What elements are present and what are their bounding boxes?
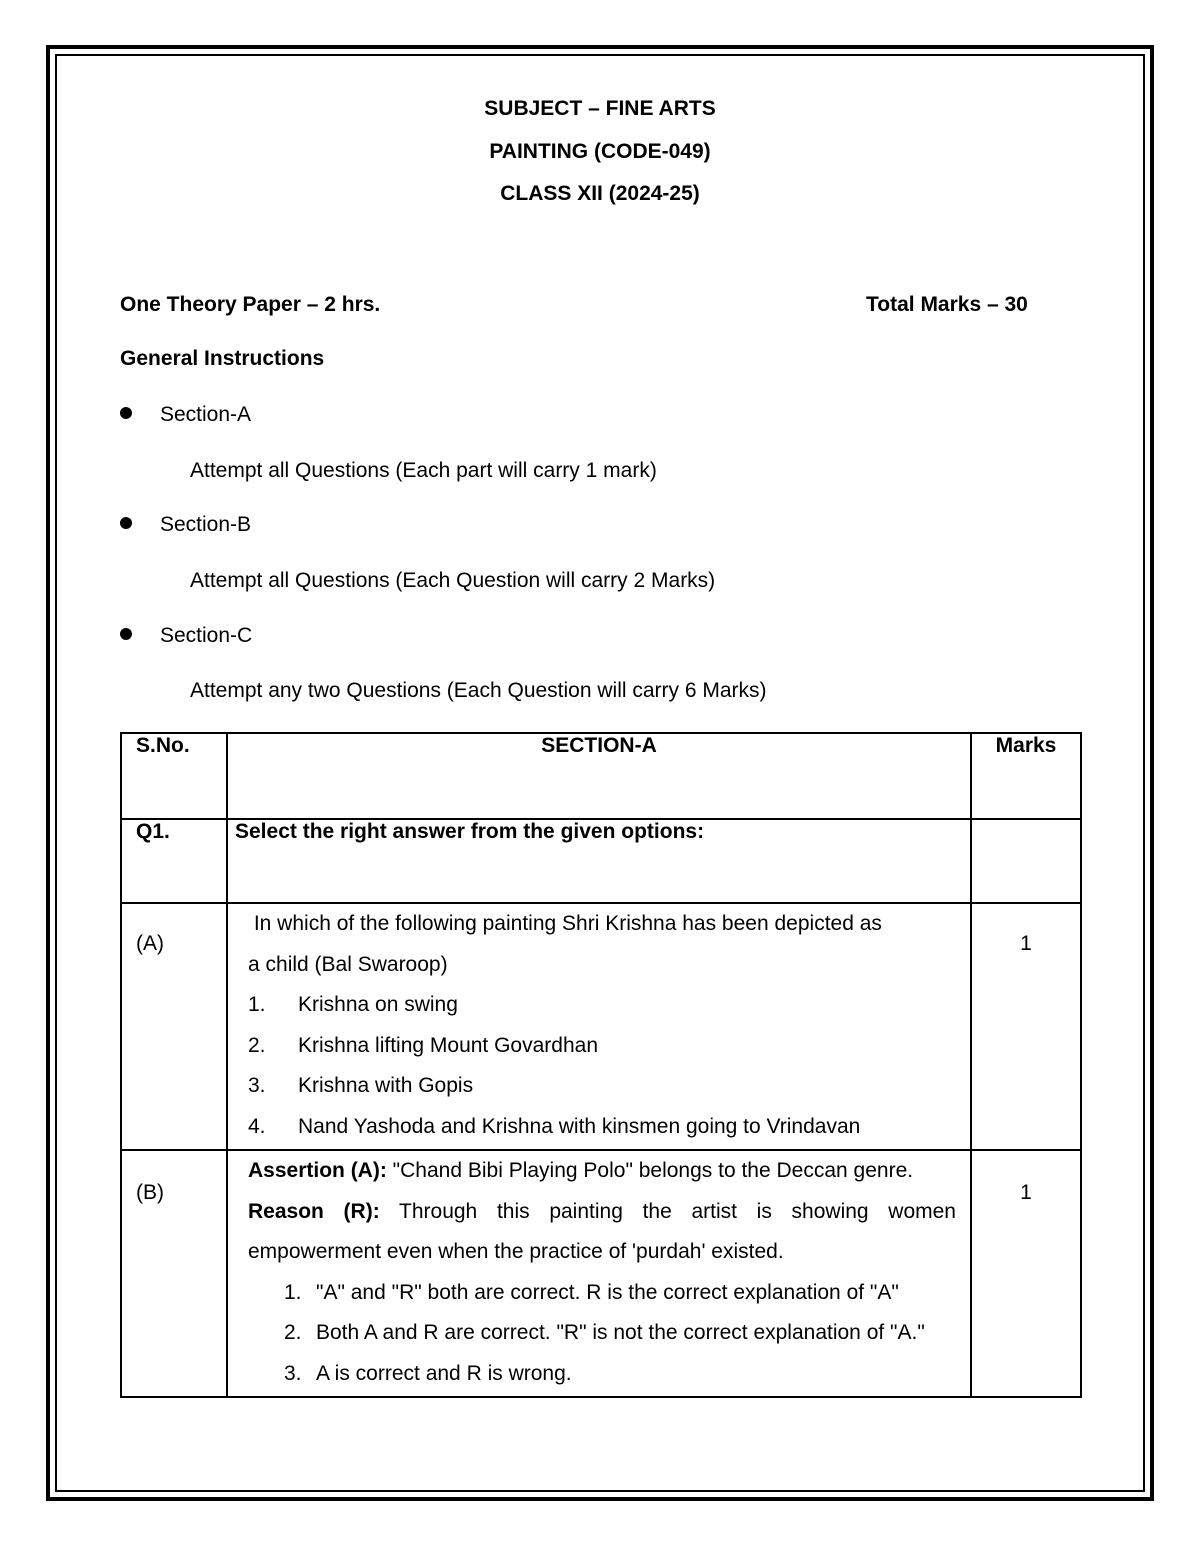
table-row [121, 1150, 1081, 1397]
total-marks-label: Total Marks – 30 [866, 293, 1028, 316]
sno-header: S.No. [121, 733, 227, 819]
marks-header: Marks [971, 733, 1081, 819]
table-header-row [121, 733, 1081, 819]
instruction-text: Attempt all Questions (Each Question will carry 2 Marks) [190, 569, 716, 592]
option-number: 4. [248, 1114, 266, 1138]
qa-question-line2: a child (Bal Swaroop) [248, 952, 448, 976]
option-number: 2. [248, 1033, 266, 1057]
duration-label: One Theory Paper – 2 hrs. [120, 293, 381, 316]
bullet-icon [120, 628, 132, 640]
section-name: Section-A [160, 403, 252, 426]
option-item [228, 1354, 970, 1395]
qa-number: (A) [121, 903, 227, 1150]
qa-marks: 1 [971, 903, 1081, 1150]
option-number: 1. [248, 993, 266, 1016]
option-text: Both A and R are correct. "R" is not the correct explanation of "A." [316, 1321, 925, 1344]
qb-body [227, 1150, 971, 1397]
option-number: 2. [284, 1321, 302, 1344]
subject-title: SUBJECT – FINE ARTS [484, 97, 716, 120]
option-text: "A" and "R" both are correct. R is the correct explanation of "A" [316, 1280, 899, 1304]
q1-text: Select the right answer from the given options: [227, 819, 971, 903]
class-title: CLASS XII (2024-25) [500, 182, 700, 205]
qa-question-line1: In which of the following painting Shri Krishna has been depicted as [248, 912, 882, 935]
assertion-text [228, 1151, 970, 1192]
option-text: A is correct and R is wrong. [316, 1361, 572, 1385]
section-header: SECTION-A [227, 733, 971, 819]
option-text: Krishna lifting Mount Govardhan [298, 1033, 598, 1057]
bullet-icon [120, 517, 132, 529]
option-text: Krishna with Gopis [298, 1074, 474, 1097]
qa-body [227, 903, 971, 1150]
option-item [228, 1026, 960, 1067]
instruction-item [120, 403, 251, 427]
option-item [228, 1066, 960, 1107]
option-number: 3. [284, 1361, 302, 1385]
section-name: Section-B [160, 513, 252, 536]
q1-marks [971, 819, 1081, 903]
qb-number: (B) [121, 1150, 227, 1397]
option-item [228, 985, 960, 1026]
option-item [228, 1273, 970, 1314]
bullet-icon [120, 407, 132, 419]
option-number: 3. [248, 1074, 266, 1097]
instruction-text: Attempt all Questions (Each part will carry 1 mark) [190, 459, 657, 482]
instruction-text: Attempt any two Questions (Each Question will carry 6 Marks) [190, 679, 767, 702]
option-number: 1. [284, 1280, 302, 1304]
qb-marks: 1 [971, 1150, 1081, 1397]
option-text: Krishna on swing [298, 993, 458, 1016]
paper-title: PAINTING (CODE-049) [489, 140, 711, 163]
reason-body: Through this painting the artist is showing women empowerment even when the practice of 'purdah' existed. [248, 1199, 956, 1263]
table-row [121, 819, 1081, 903]
table-row [121, 903, 1081, 1150]
q1-number: Q1. [121, 819, 227, 903]
assertion-label: Assertion (A): [248, 1159, 387, 1182]
reason-text [228, 1192, 970, 1273]
instruction-item [120, 624, 252, 648]
instructions-heading: General Instructions [120, 347, 325, 370]
option-item [228, 1313, 970, 1354]
section-name: Section-C [160, 624, 253, 647]
option-item [228, 1107, 960, 1148]
option-text: Nand Yashoda and Krishna with kinsmen going to Vrindavan [298, 1114, 861, 1138]
questions-table [120, 732, 1082, 1398]
assertion-body: "Chand Bibi Playing Polo" belongs to the Deccan genre. [386, 1159, 914, 1182]
instruction-item [120, 513, 251, 537]
reason-label: Reason (R): [248, 1199, 380, 1223]
